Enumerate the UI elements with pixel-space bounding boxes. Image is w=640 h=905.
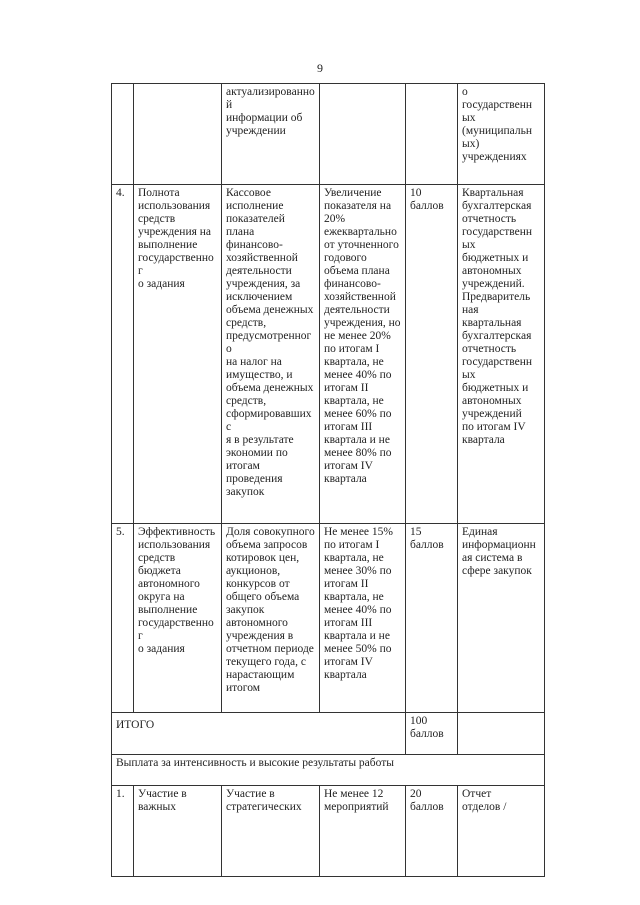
row-number: 5. [116, 526, 125, 538]
cell-indicator [222, 786, 320, 877]
cell-source [458, 185, 545, 524]
cell-total-points [406, 713, 458, 755]
cell-points [406, 84, 458, 185]
cell-name [134, 786, 222, 877]
criteria-table [111, 83, 545, 877]
cell-source [458, 84, 545, 185]
source-text: Единая информационн ая система в сфере закупок [462, 526, 536, 577]
cell-indicator [222, 185, 320, 524]
cell-source [458, 524, 545, 713]
cell-name [134, 84, 222, 185]
row-number: 1. [116, 788, 125, 800]
cell-name [134, 524, 222, 713]
indicator-text: Участие в стратегических [226, 788, 302, 813]
indicator-text: Доля совокупного объема запросов котировок цен, аукционов, конкурсов от общего объема закупок автономного учреждения в отчетном периоде текущего года, с нарастающим итогом [226, 526, 315, 694]
points-text: 20 баллов [410, 788, 444, 813]
source-text: Отчет отделов / [462, 788, 507, 813]
table-row-1 [112, 786, 545, 877]
criterion-text: Не менее 15% по итогам I квартала, не менее 30% по итогам II квартала, не менее 40% по итогам III квартала и не менее 50% по итогам IV квартала [324, 526, 393, 681]
source-text: Квартальная бухгалтерская отчетность государственн ых бюджетных и автономных учреждений. Предваритель ная квартальная бухгалтерская отчетность государственн ых бюджетных и автономных учреждений по итогам IV квартала [462, 187, 533, 446]
cell-points [406, 185, 458, 524]
table-section-header [112, 755, 545, 786]
points-text: 15 баллов [410, 526, 444, 551]
indicator-text: актуализированной информации об учреждении [226, 86, 315, 137]
cell-section-header [112, 755, 545, 786]
points-text: 10 баллов [410, 187, 444, 212]
cell-criterion [320, 84, 406, 185]
cell-criterion [320, 524, 406, 713]
cell-total-source [458, 713, 545, 755]
criterion-name: Эффективность использования средств бюджета автономного округа на выполнение государственног о задания [138, 526, 216, 655]
cell-name [134, 185, 222, 524]
source-text: о государственн ых (муниципальн ых) учреждениях [462, 86, 533, 163]
cell-source [458, 786, 545, 877]
cell-points [406, 786, 458, 877]
cell-num [112, 524, 134, 713]
cell-num [112, 185, 134, 524]
cell-points [406, 524, 458, 713]
table-row-total [112, 713, 545, 755]
cell-indicator [222, 84, 320, 185]
page-number: 9 [317, 61, 323, 75]
criterion-name: Полнота использования средств учреждения на выполнение государственног о задания [138, 187, 214, 290]
cell-criterion [320, 786, 406, 877]
table-row-4 [112, 185, 545, 524]
section-header-text: Выплата за интенсивность и высокие результаты работы [116, 757, 394, 769]
criterion-text: Увеличение показателя на 20% ежеквартально от уточненного годового объема плана финансово- хозяйственной деятельности учреждения, но не менее 20% по итогам I квартала, не менее 40% по итогам II квартала, не менее 60% по итогам III квартала и не менее 80% по итогам IV квартала [324, 187, 401, 485]
row-number: 4. [116, 187, 125, 199]
total-label: ИТОГО [116, 719, 155, 731]
criterion-name: Участие в важных [138, 788, 187, 813]
cell-num [112, 786, 134, 877]
cell-indicator [222, 524, 320, 713]
table-row-5 [112, 524, 545, 713]
cell-total-label [112, 713, 406, 755]
total-points: 100 баллов [410, 715, 444, 740]
cell-criterion [320, 185, 406, 524]
table-row-continuation [112, 84, 545, 185]
criterion-text: Не менее 12 мероприятий [324, 788, 389, 813]
cell-num [112, 84, 134, 185]
indicator-text: Кассовое исполнение показателей плана финансово- хозяйственной деятельности учреждения, за исключением объема денежных средств, предусмотренного на налог на имущество, и объема денежных средств, сформировавшихс я в результате экономии по итогам проведения закупок [226, 187, 314, 498]
